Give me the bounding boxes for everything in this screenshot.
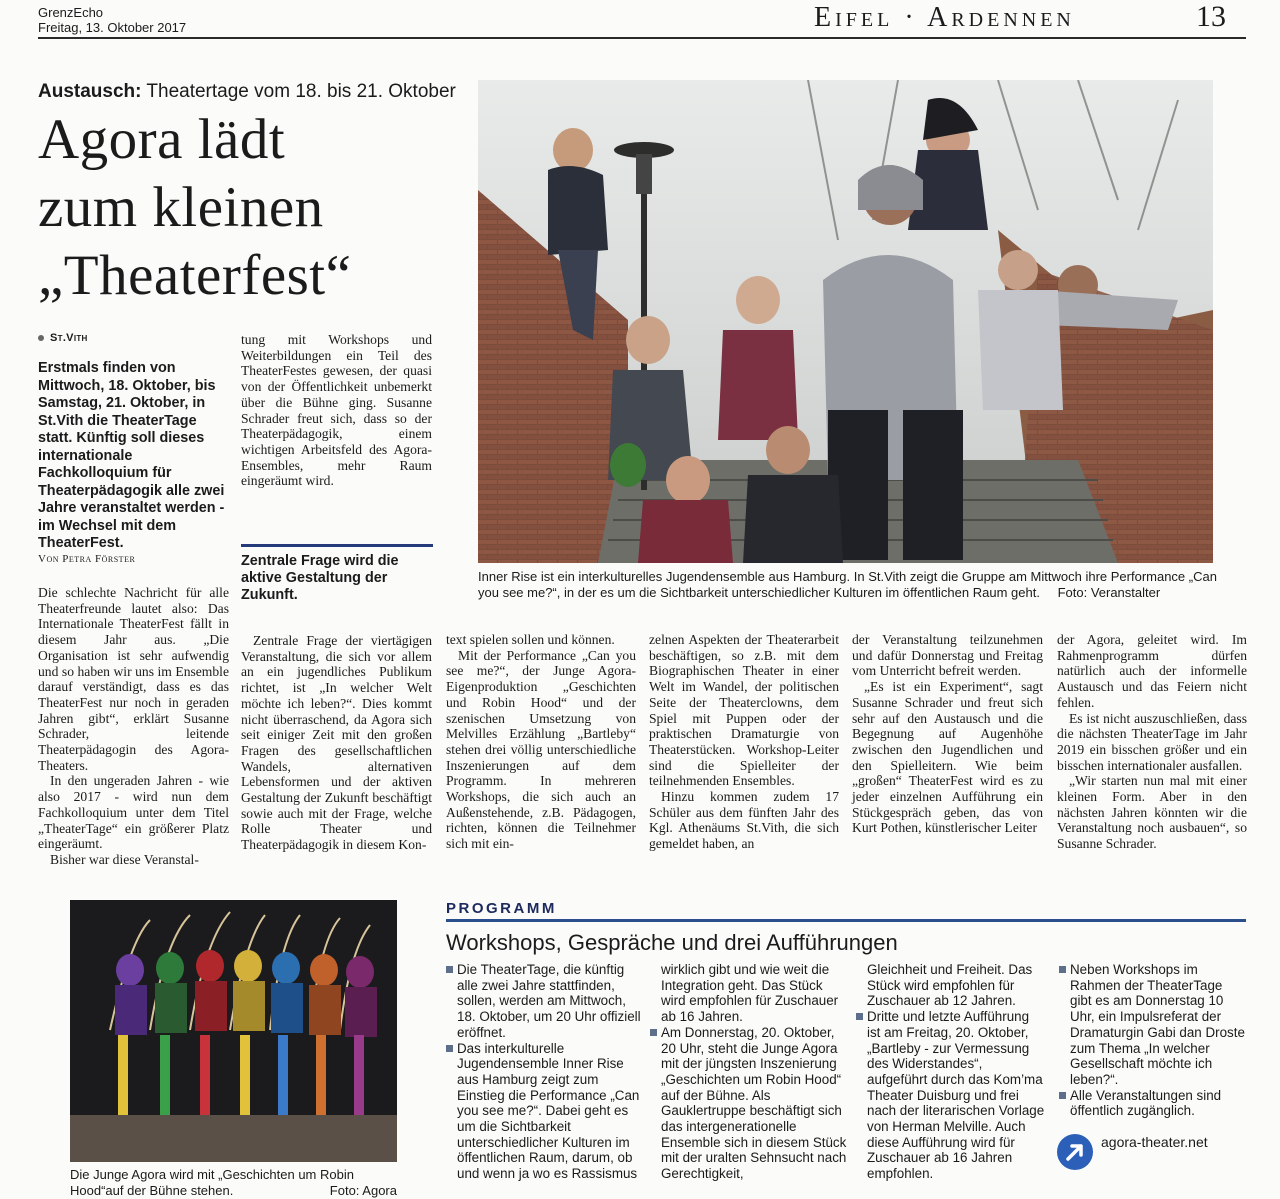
programm-item-continued: wirklich gibt und wie weit die Integration geht. Das Stück wird empfohlen für Zuschauer ab 16 Jahren. <box>661 962 839 1025</box>
caption-text: Die Junge Agora wird mit „Geschichten um Robin Hood“auf der Bühne stehen. <box>70 1167 354 1198</box>
kicker-topic: Austausch: <box>38 81 142 102</box>
body-column-3 <box>446 632 636 852</box>
dateline-bullet-icon <box>38 335 44 341</box>
main-photo <box>478 80 1213 563</box>
main-photo-image <box>478 80 1213 563</box>
paragraph: der Veranstaltung teilzunehmen und dafür Donnerstag und Freitag vom Unterricht befreit werden. <box>852 632 1043 679</box>
paragraph: zelnen Aspekten der Theaterarbeit beschäftigen, so z.B. mit dem Biographischen Theater in einer Welt im Wandel, der politischen Seite der Theaterclowns, dem Spiel mit Puppen oder der praktischen Dramaturgie von Theaterstücken. Workshop-Leiter sind die Spielleiter der teilnehmenden Ensembles. <box>649 632 839 789</box>
headline-line-1: Agora lädt <box>38 108 286 171</box>
programm-item: Dritte und letzte Aufführung ist am Freitag, 20. Oktober, „Bartleby - zur Vermessung des Widerstandes“, aufgeführt durch das Kom’ma Theater Duisburg und frei nach der literarischen Vorlage von Herman Melville. Auch diese Aufführung wird für Zuschauer ab 16 Jahren empfohlen. <box>856 1009 1046 1182</box>
paragraph: tung mit Workshops und Weiterbildungen ein Teil des TheaterFestes gewesen, der quasi von der Öffentlichkeit unbemerkt über die Bühne ging. Susanne Schrader freut sich, dass so der Theaterpädagogik, einem wichtigen Arbeitsfeld des Agora-Ensembles, mehr Raum eingeräumt wird. <box>241 332 432 489</box>
programm-title: Workshops, Gespräche und drei Aufführungen <box>446 930 898 955</box>
body-column-5 <box>852 632 1043 836</box>
secondary-photo-caption <box>70 1167 397 1198</box>
paragraph: Hinzu kommen zudem 17 Schüler aus dem fünften Jahr des Kgl. Athenäums St.Vith, die sich gemeldet haben, an <box>649 789 839 852</box>
programm-label: PROGRAMM <box>446 900 557 917</box>
paragraph: Mit der Performance „Can you see me?“, der Junge Agora-Eigenproduktion „Geschichten und Robin Hood“ und der szenischen Umsetzung von Melvilles Erzählung „Bartleby“ stehen drei völlig unterschiedliche Inszenierungen auf dem Programm. In mehreren Workshops, die sich auch an Außenstehende, z.B. Pädagogen, richten, können die Teilnehmer sich mit ein- <box>446 647 636 852</box>
subheading: Zentrale Frage wird die aktive Gestaltung der Zukunft. <box>241 553 399 603</box>
paragraph: In den ungeraden Jahren - wie also 2017 - wird nun dem Fachkolloquium unter dem Titel „TheaterTage“ ein größerer Platz eingeräumt. <box>38 773 229 852</box>
caption-text: Inner Rise ist ein interkulturelles Jugendensemble aus Hamburg. In St.Vith zeigt die Gruppe am Mittwoch ihre Performance „Can you see me?“, in der es um die Sichtbarkeit unterschiedlicher Kulturen im öffentlichen Raum geht. <box>478 569 1217 600</box>
programm-item: Das interkulturelle Jugendensemble Inner Rise aus Hamburg zeigt zum Einstieg die Performance „Can you see me?“. Dabei geht es um die Sichtbarkeit unterschiedlicher Kulturen im öffentlichen Raum, darum, ob und wenn ja wo es Rassismus <box>446 1041 646 1182</box>
paragraph: text spielen sollen und können. <box>446 632 615 647</box>
programm-item: Die TheaterTage, die künftig alle zwei Jahre stattfinden, sollen, werden am Mittwoch, 18. Oktober, um 20 Uhr offiziell eröffnet. <box>446 962 646 1041</box>
header-rule <box>38 37 1246 39</box>
body-column-6 <box>1057 632 1247 852</box>
programm-column-4 <box>1059 962 1246 1119</box>
paragraph: „Wir starten nun mal mit einer kleinen Form. Aber in den nächsten Jahren könnten wir die Veranstaltung noch ausbauen“, so Susanne Schrader. <box>1057 773 1247 852</box>
programm-rule <box>446 919 1246 922</box>
programm-column-2 <box>650 962 848 1182</box>
photo-credit: Foto: Agora <box>329 1182 397 1198</box>
paragraph: „Es ist ein Experiment“, sagt Susanne Schrader und freut sich sehr auf den Austausch und die Begegnung auf Augenhöhe zwischen den Jugendlichen und den Spielleitern. Wie beim „großen“ TheaterFest wird es zu jeder einzelnen Aufführung ein Stückgespräch geben, das von Kurt Pothen, künstlerischer Leiter <box>852 679 1043 836</box>
secondary-photo <box>70 900 397 1162</box>
paragraph: Es ist nicht auszuschließen, dass die nächsten TheaterTage im Jahr 2019 ein bisschen größer und ein bisschen internationaler ausfallen. <box>1057 710 1247 773</box>
body-column-4 <box>649 632 839 852</box>
issue-date: Freitag, 13. Oktober 2017 <box>38 20 187 35</box>
programm-column-3 <box>856 962 1046 1182</box>
dateline-place: St.Vith <box>50 332 88 344</box>
programm-column-1 <box>446 962 646 1182</box>
photo-credit: Foto: Veranstalter <box>1057 585 1161 600</box>
kicker <box>38 81 456 103</box>
subhead-rule <box>241 544 433 547</box>
arrow-up-right-icon[interactable] <box>1057 1134 1093 1170</box>
paragraph: Bisher war diese Veranstal- <box>50 851 199 867</box>
byline: Von Petra Förster <box>38 553 136 565</box>
main-photo-caption <box>478 569 1218 601</box>
lead-paragraph: Erstmals finden von Mittwoch, 18. Oktober, bis Samstag, 21. Oktober, in St.Vith die TheaterTage statt. Künftig soll dieses internationale Fachkolloquium für Theaterpädagogik alle zwei Jahre veranstaltet werden - im Wechsel mit dem TheaterFest. <box>38 360 225 551</box>
programm-item: Alle Veranstaltungen sind öffentlich zugänglich. <box>1059 1088 1246 1119</box>
programm-item: Neben Workshops im Rahmen der TheaterTage gibt es am Donnerstag 10 Uhr, ein Impulsreferat der Dramaturgin Gabi dan Droste zum Thema „In welcher Gesellschaft möchte ich leben?“. <box>1059 962 1246 1088</box>
page-number: 13 <box>1196 0 1226 33</box>
headline-line-3: „Theaterfest“ <box>38 244 352 307</box>
body-column-2-top <box>241 332 432 489</box>
paper-name: GrenzEcho <box>38 5 104 20</box>
paragraph: Die schlechte Nachricht für alle Theaterfreunde lautet also: Das Internationale TheaterFest fällt in diesem Jahr aus. „Die Organisation ist sehr aufwendig und so haben wir uns im Ensemble darauf verständigt, dass es das TheaterFest nur noch in geraden Jahren gibt“, erklärt Susanne Schrader, leitende Theaterpädagogin des Agora-Theaters. <box>38 585 229 773</box>
arrow-up-right-icon-glyph <box>1057 1134 1093 1170</box>
headline-line-2: zum kleinen <box>38 176 324 239</box>
section-title: Eifel · Ardennen <box>814 2 1075 33</box>
programm-item-continued: Gleichheit und Freiheit. Das Stück wird empfohlen für Zuschauer ab 12 Jahren. <box>867 962 1033 1009</box>
body-column-2-bottom <box>241 633 432 853</box>
paragraph: der Agora, geleitet wird. Im Rahmenprogramm dürfen natürlich auch der informelle Austausch und das Feiern nicht fehlen. <box>1057 632 1247 710</box>
dateline <box>38 332 88 344</box>
secondary-photo-image <box>70 900 397 1162</box>
programm-item: Am Donnerstag, 20. Oktober, 20 Uhr, steht die Junge Agora mit der jüngsten Inszenierung „Geschichten um Robin Hood“ auf der Bühne. Als Gauklertruppe beschäftigt sich das intergenerationelle Ensemble sich in diesem Stück mit der uralten Sehnsucht nach Gerechtigkeit, <box>650 1025 848 1182</box>
body-column-1 <box>38 585 229 868</box>
kicker-text: Theatertage vom 18. bis 21. Oktober <box>141 81 456 102</box>
website-link[interactable]: agora-theater.net <box>1101 1134 1208 1150</box>
paragraph: Zentrale Frage der viertägigen Veranstaltung, die sich vor allem an ein jugendliches Publikum richtet, ist „In welcher Welt möchte ich leben?“. Dies kommt nicht überraschend, da Agora sich seit einiger Zeit mit den großen Fragen des gesellschaftlichen Wandels, alternativen Lebensformen und der aktiven Gestaltung der Zukunft beschäftigt sowie auch mit der Frage, welche Rolle Theater und Theaterpädagogik in diesem Kon- <box>241 633 432 853</box>
